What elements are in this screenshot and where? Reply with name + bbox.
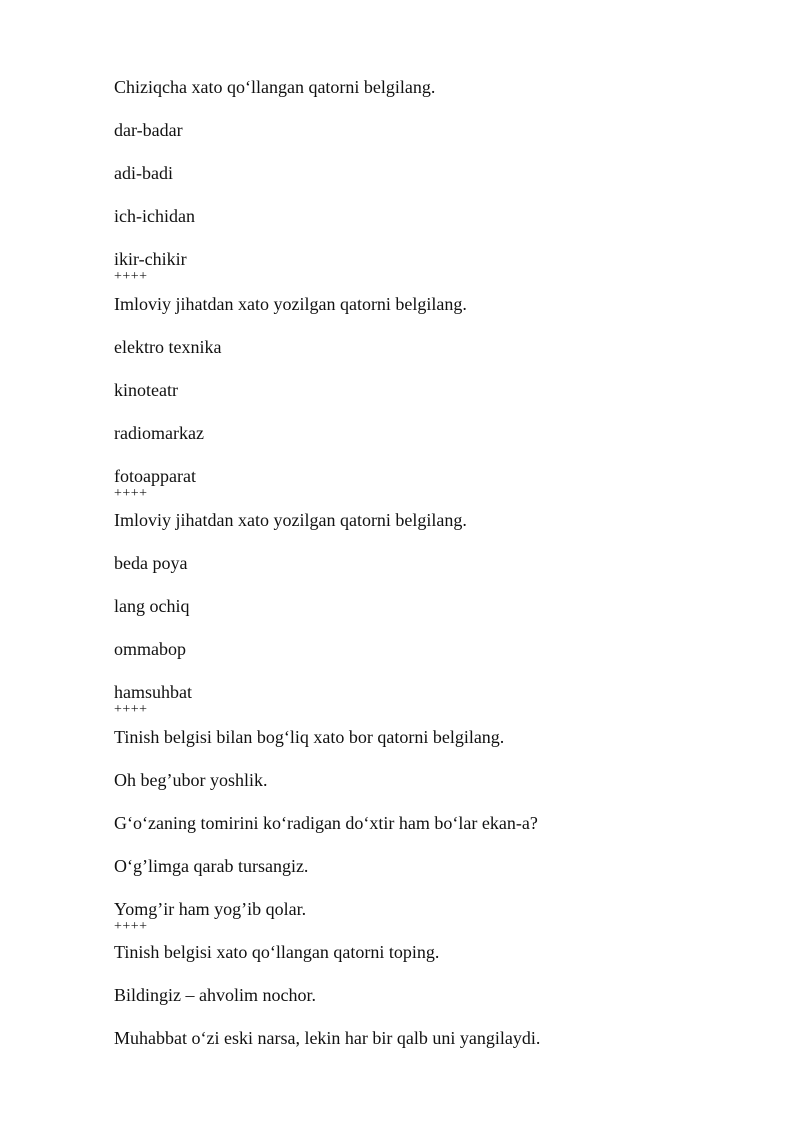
answer-option: Yomg’ir ham yog’ib qolar. [114, 899, 307, 919]
question-prompt: Tinish belgisi xato qo‘llangan qatorni toping. [114, 942, 440, 962]
question-prompt: Tinish belgisi bilan bog‘liq xato bor qatorni belgilang. [114, 727, 505, 747]
answer-option: beda poya [114, 553, 188, 573]
question-block [114, 509, 754, 717]
answer-option: adi-badi [114, 163, 173, 183]
answer-option: Muhabbat o‘zi eski narsa, lekin har bir qalb uni yangilaydi. [114, 1028, 541, 1048]
answer-option: dar-badar [114, 120, 183, 140]
question-separator: ++++ [114, 702, 148, 717]
answer-option: lang ochiq [114, 596, 190, 616]
question-prompt: Imloviy jihatdan xato yozilgan qatorni belgilang. [114, 510, 467, 530]
document-page [114, 0, 754, 1131]
question-prompt: Chiziqcha xato qo‘llangan qatorni belgilang. [114, 77, 436, 97]
answer-option: hamsuhbat [114, 682, 192, 702]
answer-option: radiomarkaz [114, 423, 204, 443]
answer-option: kinoteatr [114, 380, 178, 400]
answer-option: elektro texnika [114, 337, 222, 357]
question-block [114, 726, 754, 934]
answer-option: Oh beg’ubor yoshlik. [114, 770, 268, 790]
question-block [114, 293, 754, 501]
question-prompt: Imloviy jihatdan xato yozilgan qatorni belgilang. [114, 294, 467, 314]
answer-option: ommabop [114, 639, 186, 659]
answer-option: ich-ichidan [114, 206, 195, 226]
question-separator: ++++ [114, 486, 148, 501]
question-block [114, 941, 754, 1049]
answer-option: ikir-chikir [114, 249, 187, 269]
question-block [114, 76, 754, 284]
question-separator: ++++ [114, 919, 148, 934]
answer-option: Bildingiz – ahvolim nochor. [114, 985, 316, 1005]
answer-option: O‘g’limga qarab tursangiz. [114, 856, 309, 876]
answer-option: G‘o‘zaning tomirini ko‘radigan do‘xtir ham bo‘lar ekan-a? [114, 813, 538, 833]
question-separator: ++++ [114, 269, 148, 284]
answer-option: fotoapparat [114, 466, 196, 486]
